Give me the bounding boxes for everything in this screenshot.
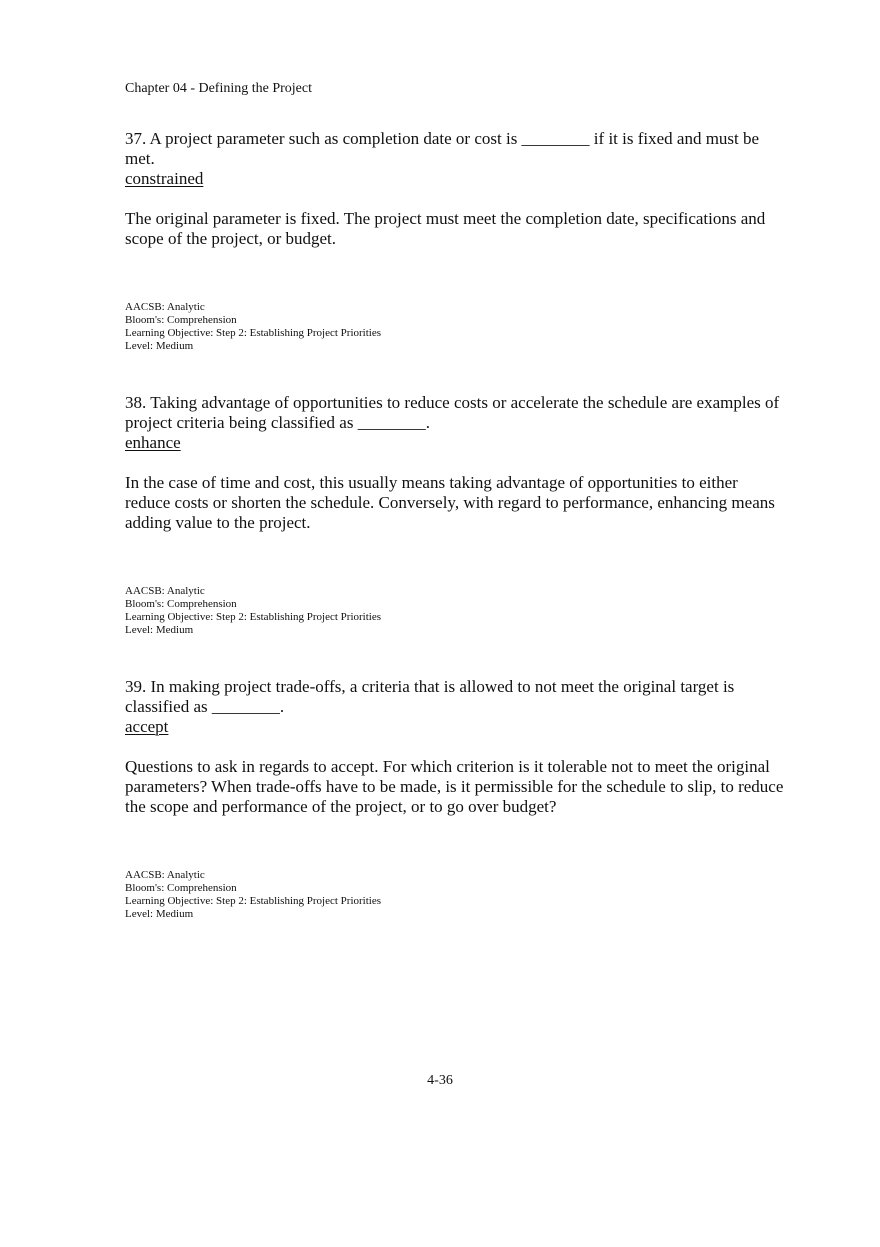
question-metadata xyxy=(125,869,785,921)
chapter-title: Chapter 04 - Defining the Project xyxy=(125,81,313,96)
blooms-tag: Bloom's: Comprehension xyxy=(125,598,237,610)
question-text: 39. In making project trade-offs, a criteria that is allowed to not meet the original target is classified as ________. xyxy=(125,677,735,716)
difficulty-level: Level: Medium xyxy=(125,340,194,352)
explanation: In the case of time and cost, this usually means taking advantage of opportunities to either reduce costs or shorten the schedule. Conversely, with regard to performance, enhancing means adding value to the project. xyxy=(125,473,775,532)
blooms-tag: Bloom's: Comprehension xyxy=(125,314,237,326)
aacsb-tag: AACSB: Analytic xyxy=(125,301,205,313)
question-block-39 xyxy=(125,677,785,921)
question-block-38 xyxy=(125,393,785,637)
question-metadata xyxy=(125,301,785,353)
question-block-37 xyxy=(125,129,785,353)
learning-objective: Learning Objective: Step 2: Establishing Project Priorities xyxy=(125,895,382,907)
answer: constrained xyxy=(125,169,204,188)
difficulty-level: Level: Medium xyxy=(125,908,194,920)
answer: accept xyxy=(125,717,169,736)
page-number: 4-36 xyxy=(427,1073,453,1088)
answer: enhance xyxy=(125,433,181,452)
aacsb-tag: AACSB: Analytic xyxy=(125,869,205,881)
blooms-tag: Bloom's: Comprehension xyxy=(125,882,237,894)
question-metadata xyxy=(125,585,785,637)
learning-objective: Learning Objective: Step 2: Establishing Project Priorities xyxy=(125,327,382,339)
difficulty-level: Level: Medium xyxy=(125,624,194,636)
question-text: 37. A project parameter such as completion date or cost is ________ if it is fixed and must be met. xyxy=(125,129,760,168)
question-text: 38. Taking advantage of opportunities to reduce costs or accelerate the schedule are examples of project criteria being classified as ________. xyxy=(125,393,780,432)
explanation: The original parameter is fixed. The project must meet the completion date, specifications and scope of the project, or budget. xyxy=(125,209,766,248)
learning-objective: Learning Objective: Step 2: Establishing Project Priorities xyxy=(125,611,382,623)
explanation: Questions to ask in regards to accept. For which criterion is it tolerable not to meet the original parameters? When trade-offs have to be made, is it permissible for the schedule to slip, to reduce the scope and performance of the project, or to go over budget? xyxy=(125,757,784,816)
aacsb-tag: AACSB: Analytic xyxy=(125,585,205,597)
